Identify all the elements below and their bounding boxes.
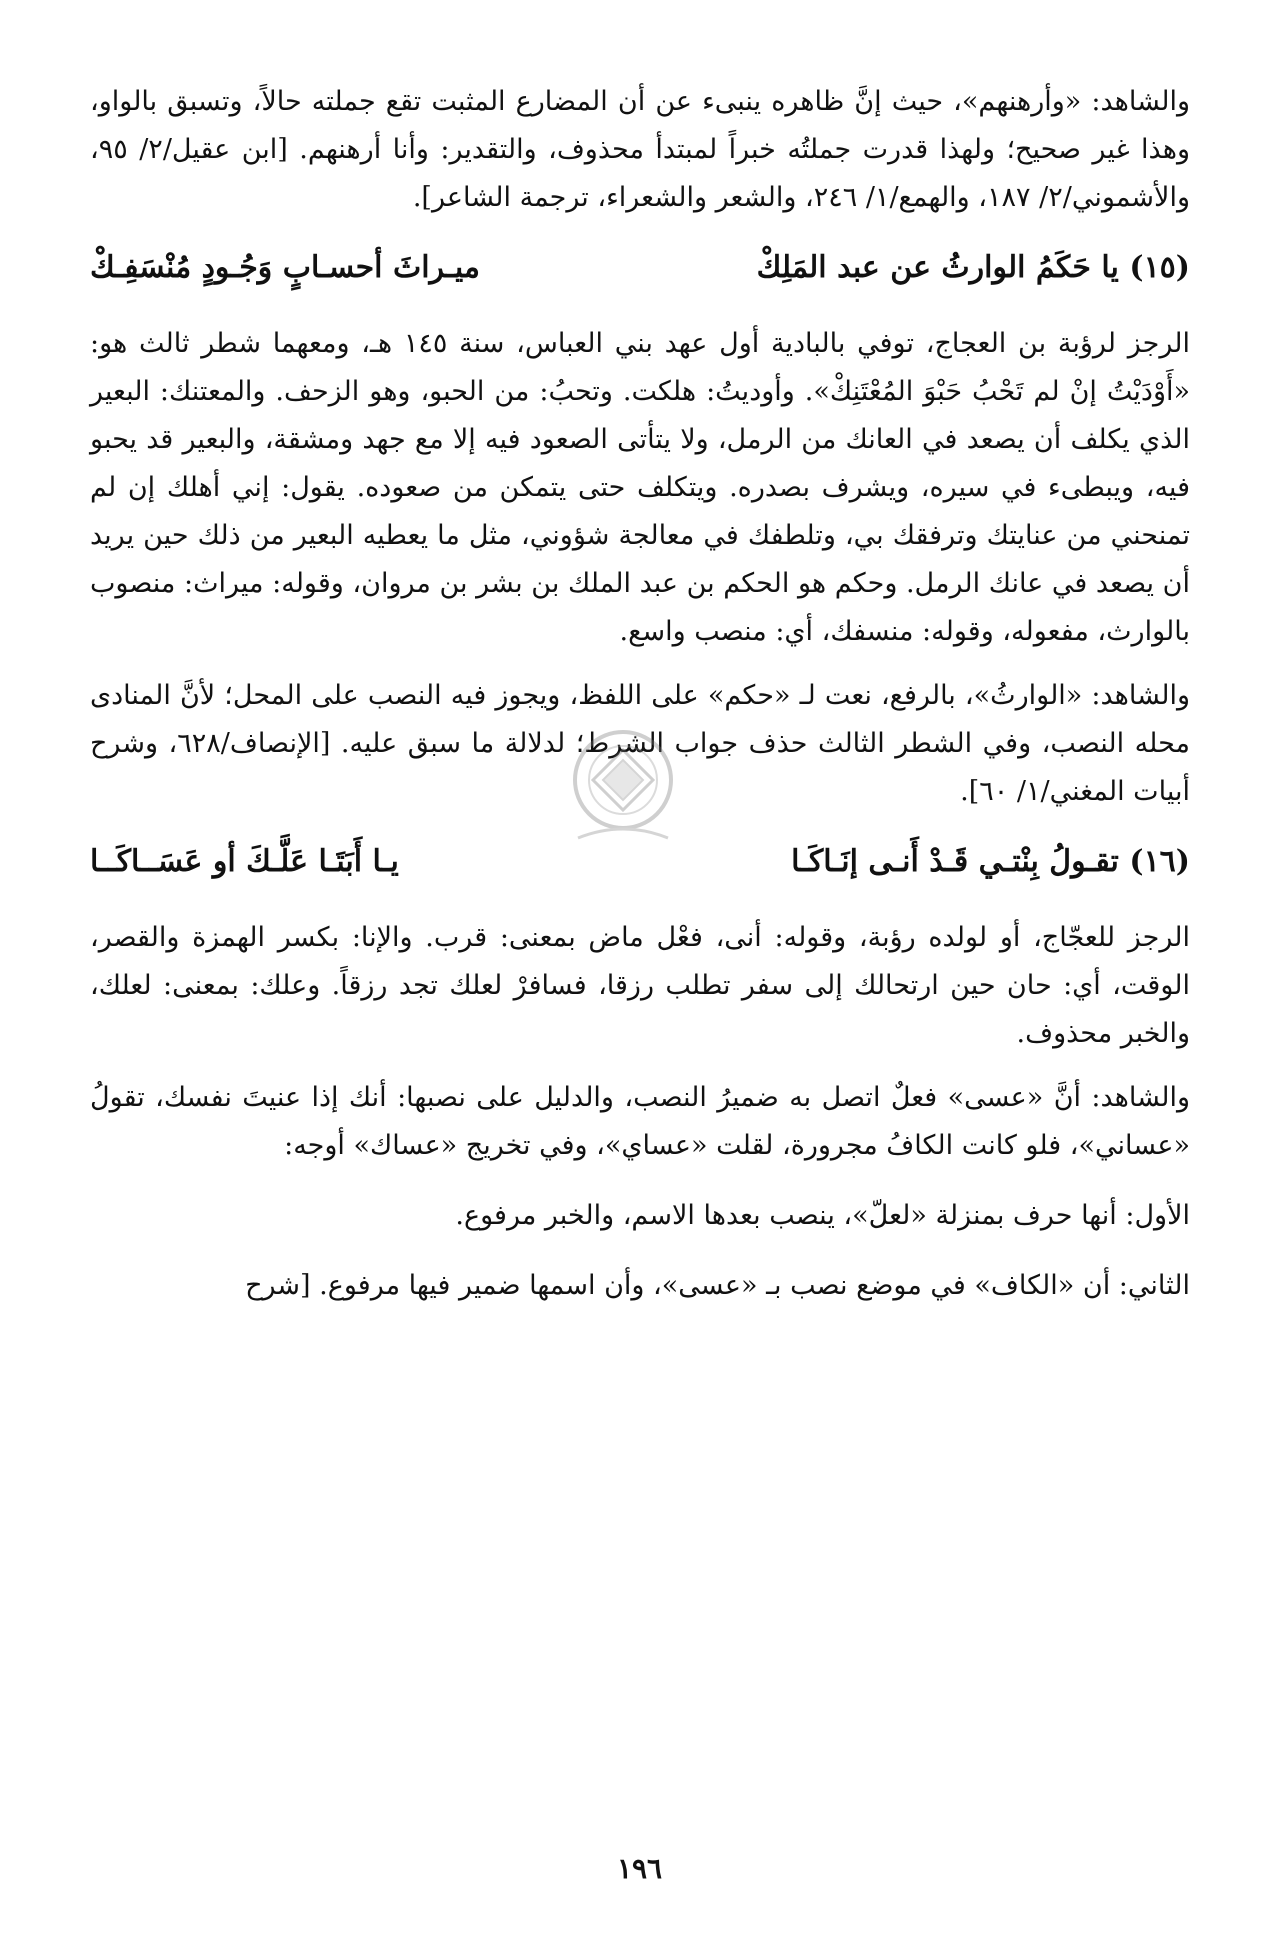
paragraph-commentary-15: الرجز لرؤبة بن العجاج، توفي بالبادية أول عهد بني العباس، سنة ١٤٥ هـ، ومعهما شطر ثالث هو: «أَوْدَيْتُ إنْ لم تَحْبُ حَبْوَ المُعْتَنِكْ». وأوديتُ: هلكت. وتحبُ: من الحبو، وهو الزحف. والمعتنك: البعير الذي يكلف أن يصعد في العانك من الرمل، ولا يتأتى الصعود فيه إلا مع جهد ومشقة، والبعير قد يحبو فيه، ويبطىء في سيره، ويشرف بصدره. ويتكلف حتى يتمكن من صعوده. يقول: إني أهلك إن لم تمنحني من عنايتك وترفقك بي، وتلطفك في معالجة شؤوني، مثل ما يعطيه البعير من ذلك حين يريد أن يصعد في عانك الرمل. وحكم هو الحكم بن عبد الملك بن بشر بن مروان، وقوله: ميراث: منصوب بالوارث، مفعوله، وقوله: منسفك، أي: منصب واسع.	[90, 328, 1190, 647]
verse-15-first-half: (١٥) يا حَكَمُ الوارثُ عن عبد المَلِكْ	[756, 250, 1190, 285]
paragraph-witness-15: والشاهد: «وأرهنهم»، حيث إنَّ ظاهره ينبىء عن أن المضارع المثبت تقع جملته حالاً، وتسبق بالواو، وهذا غير صحيح؛ ولهذا قدرت جملتُه خبراً لمبتدأ محذوف، والتقدير: وأنا أرهنهم. [ابن عقيل/٢/ ٩٥، والأشموني/٢/ ١٨٧، والهمع/١/ ٢٤٦، والشعر والشعراء، ترجمة الشاعر].	[90, 86, 1191, 213]
paragraph-first-reading: الأول: أنها حرف بمنزلة «لعلّ»، ينصب بعدها الاسم، والخبر مرفوع.	[455, 1200, 1190, 1231]
paragraph-second-reading: الثاني: أن «الكاف» في موضع نصب بـ «عسى»، وأن اسمها ضمير فيها مرفوع. [شرح	[245, 1270, 1190, 1301]
paragraph-witness-16: والشاهد: أنَّ «عسى» فعلٌ اتصل به ضميرُ النصب، والدليل على نصبها: أنك إذا عنيتَ نفسك، تقولُ «عساني»، فلو كانت الكافُ مجرورة، لقلت «عساي»، وفي تخريج «عساك» أوجه:	[90, 1082, 1190, 1161]
page-content	[90, 78, 1190, 1310]
verse-16-second-half: يـا أَبَتَـا عَلَّـكَ أو عَسَــاكَــا	[90, 844, 399, 879]
verse-16-first-half: (١٦) تقـولُ بِنْتـي قَـدْ أَنـى إنَـاكَـا	[791, 844, 1190, 879]
library-watermark-emblem	[548, 720, 698, 860]
verse-15	[90, 238, 1190, 298]
paragraph-commentary-16: الرجز للعجّاج، أو لولده رؤبة، وقوله: أنى، فعْل ماض بمعنى: قرب. والإنا: بكسر الهمزة والقصر، الوقت، أي: حان حين ارتحالك إلى سفر تطلب رزقا، فسافرْ لعلك تجد رزقاً. وعلك: بمعنى: لعلك، والخبر محذوف.	[90, 922, 1190, 1049]
paragraph-witness-15b: والشاهد: «الوارثُ»، بالرفع، نعت لـ «حكم» على اللفظ، ويجوز فيه النصب على المحل؛ لأنَّ المنادى محله النصب، وفي الشطر الثالث حذف جواب الشرط؛ لدلالة ما سبق عليه. [الإنصاف/٦٢٨، وشرح أبيات المغني/١/ ٦٠].	[90, 680, 1190, 807]
verse-15-second-half: ميـراثَ أحسـابٍ وَجُـودٍ مُنْسَفِـكْ	[90, 250, 480, 285]
page-number: ١٩٦	[616, 1852, 663, 1885]
